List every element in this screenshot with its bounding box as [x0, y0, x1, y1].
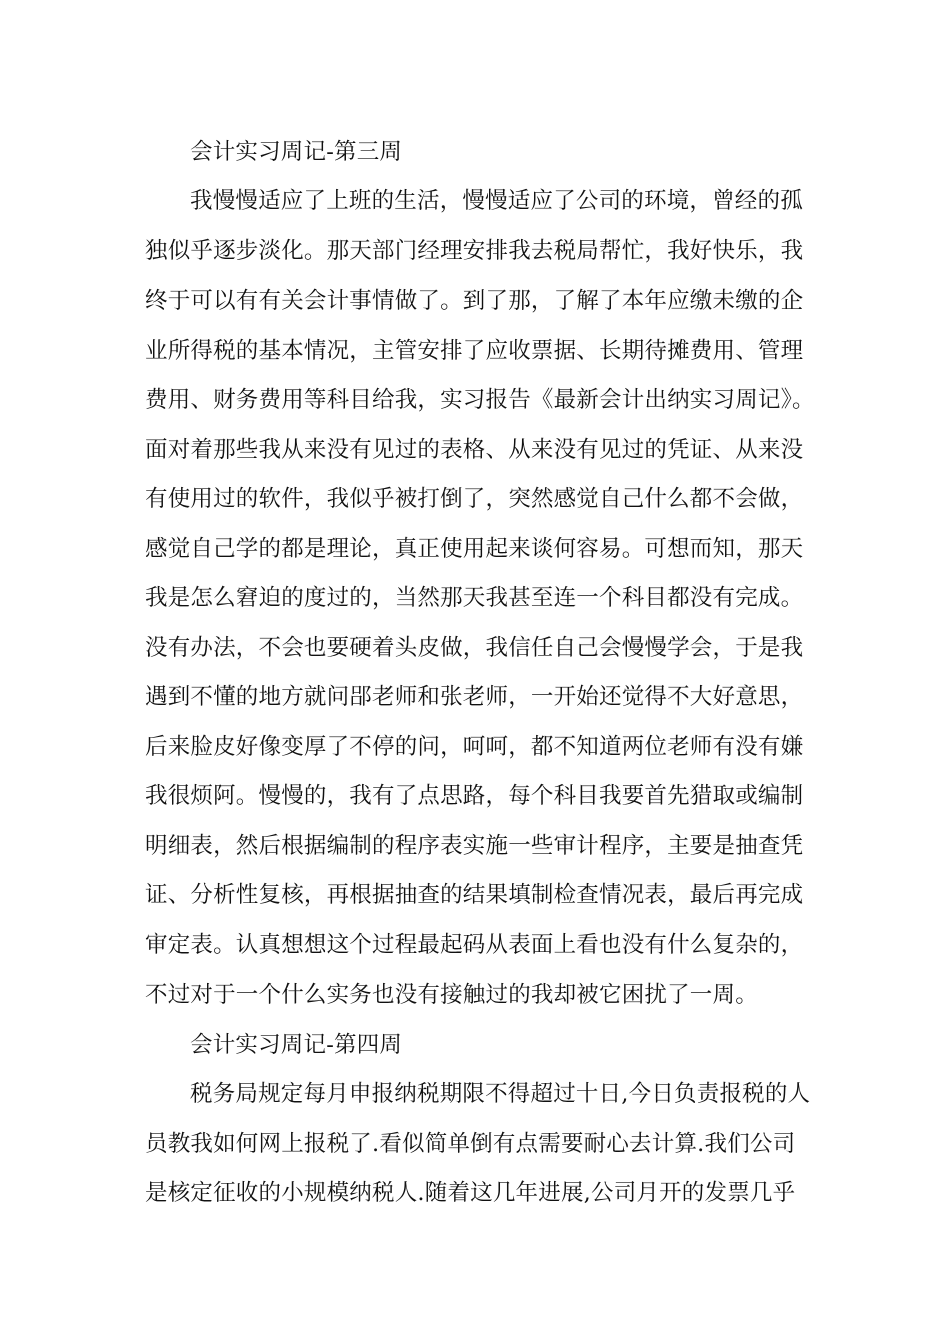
paragraph-line: 我是怎么窘迫的度过的，当然那天我甚至连一个科目都没有完成。 [145, 585, 804, 611]
paragraph-line: 遇到不懂的地方就问郘老师和张老师，一开始还觉得不大好意思， [145, 684, 804, 710]
paragraph-line: 业所得税的基本情况，主管安排了应收票据、长期待摊费用、管理 [145, 338, 804, 364]
paragraph-line: 独似乎逐步淡化。那天部门经理安排我去税局帮忙，我好快乐，我 [145, 238, 804, 264]
paragraph-line: 审定表。认真想想这个过程最起码从表面上看也没有什么复杂的， [145, 932, 804, 958]
paragraph-line: 我慢慢适应了上班的生活，慢慢适应了公司的环境，曾经的孤 [190, 188, 803, 214]
paragraph-line: 我很烦阿。慢慢的，我有了点思路，每个科目我要首先猎取或编制 [145, 783, 804, 809]
paragraph-line: 员教我如何网上报税了.看似简单倒有点需要耐心去计算.我们公司 [145, 1131, 796, 1157]
paragraph-line: 是核定征收的小规模纳税人.随着这几年进展,公司月开的发票几乎 [145, 1180, 796, 1206]
paragraph-line: 有使用过的软件，我似乎被打倒了，突然感觉自己什么都不会做， [145, 486, 804, 512]
paragraph-line: 税务局规定每月申报纳税期限不得超过十日,今日负责报税的人 [190, 1081, 811, 1107]
paragraph-line: 不过对于一个什么实务也没有接触过的我却被它困扰了一周。 [145, 982, 758, 1008]
paragraph-line: 没有办法，不会也要硬着头皮做，我信任自己会慢慢学会，于是我 [145, 635, 804, 661]
section-heading: 会计实习周记-第三周 [190, 139, 403, 165]
paragraph-line: 证、分析性复核，再根据抽查的结果填制检查情况表，最后再完成 [145, 882, 804, 908]
paragraph-line: 终于可以有有关会计事情做了。到了那，了解了本年应缴未缴的企 [145, 288, 804, 314]
paragraph-line: 感觉自己学的都是理论，真正使用起来谈何容易。可想而知，那天 [145, 536, 804, 562]
paragraph-line: 明细表，然后根据编制的程序表实施一些审计程序，主要是抽查凭 [145, 833, 804, 859]
paragraph-line: 后来脸皮好像变厚了不停的问，呵呵，都不知道两位老师有没有嫌 [145, 734, 804, 760]
paragraph-line: 面对着那些我从来没有见过的表格、从来没有见过的凭证、从来没 [145, 437, 804, 463]
section-heading: 会计实习周记-第四周 [190, 1032, 403, 1058]
paragraph-line: 费用、财务费用等科目给我，实习报告《最新会计出纳实习周记》。 [145, 387, 815, 413]
